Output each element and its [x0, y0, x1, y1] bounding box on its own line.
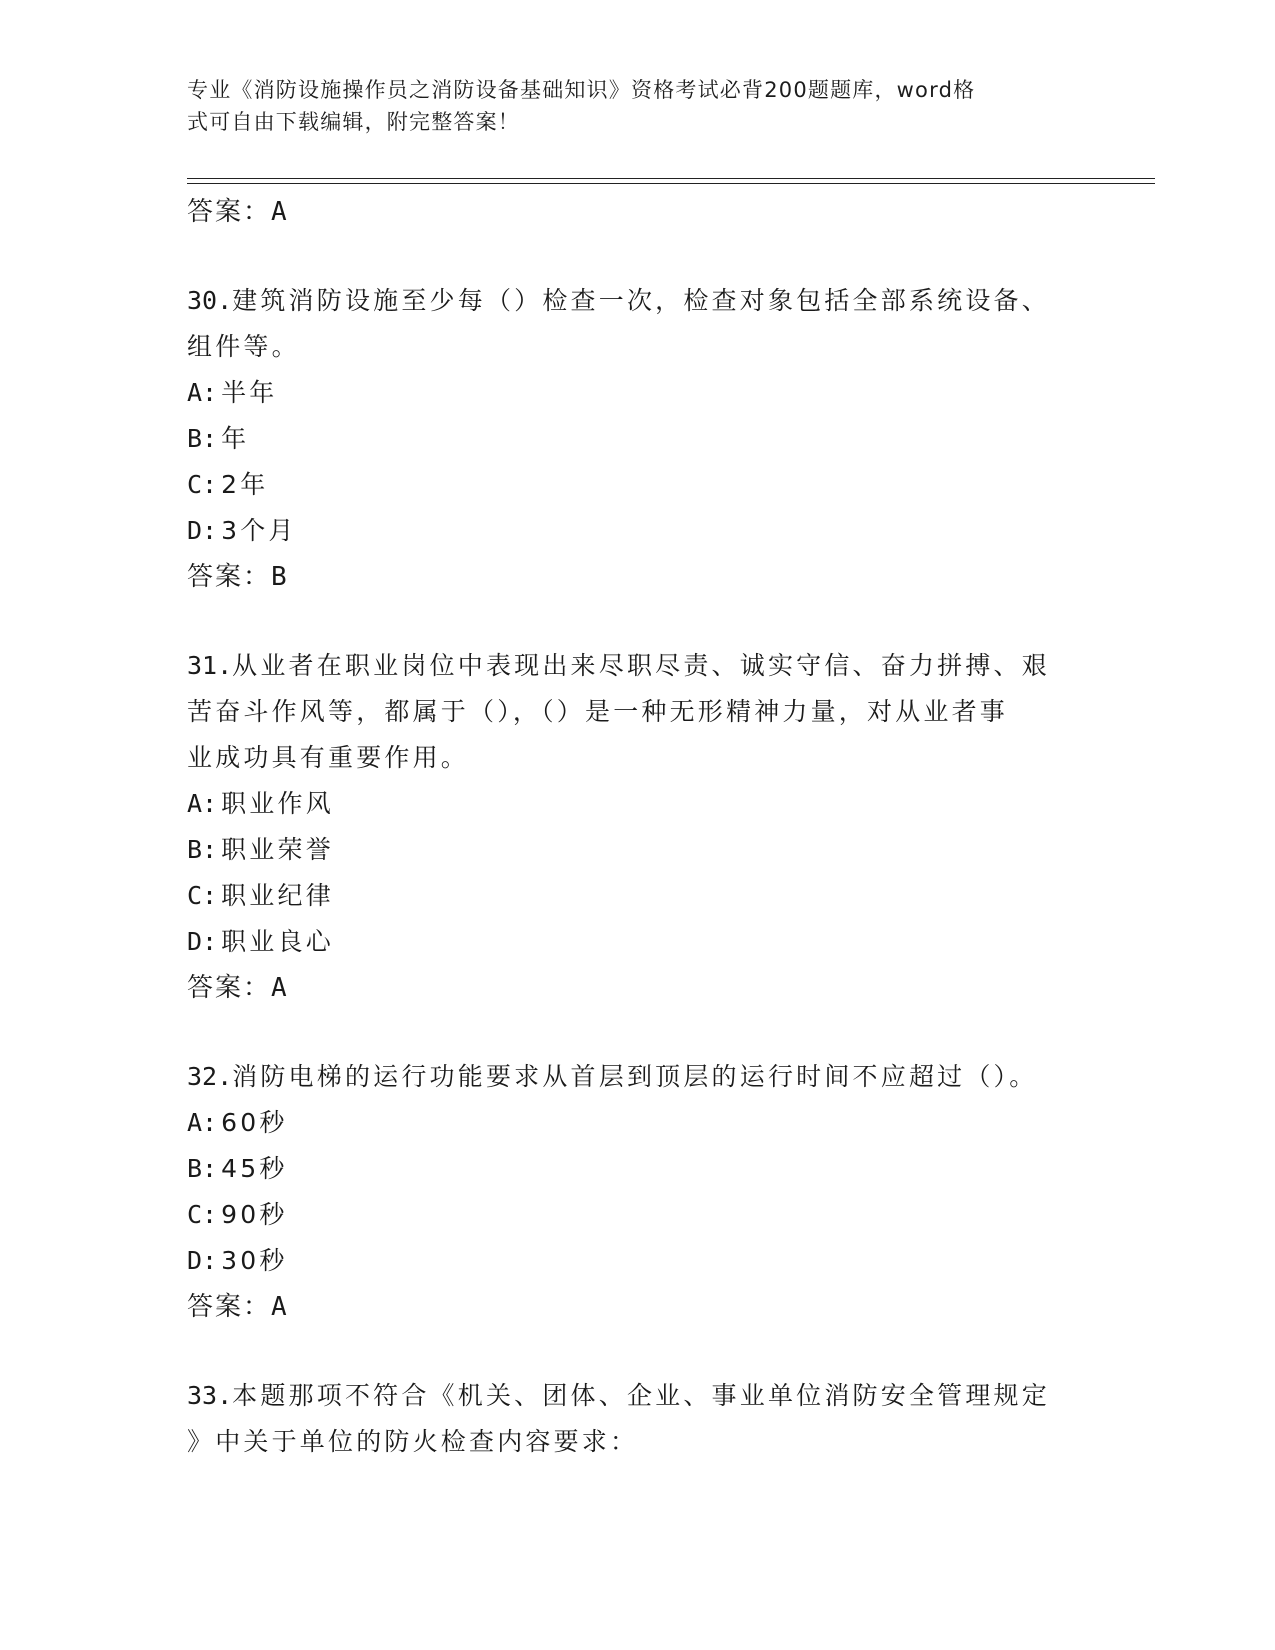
- option-text: 职业荣誉: [221, 835, 334, 864]
- answer-option: [187, 462, 1087, 508]
- question-block: [187, 643, 1087, 1011]
- answer-value: A: [271, 1292, 288, 1322]
- question-text: 》中关于单位的防火检查内容要求：: [187, 1427, 639, 1456]
- option-letter: D:: [187, 1246, 218, 1275]
- question-text: 建筑消防设施至少每（）检查一次，检查对象包括全部系统设备、: [232, 286, 1050, 315]
- question-number: 31.: [187, 651, 233, 680]
- question-block: [187, 1373, 1087, 1465]
- answer-label: 答案：: [187, 562, 272, 592]
- header-rule-top: [187, 178, 1155, 179]
- answer-option: [187, 781, 1087, 827]
- question-text: 消防电梯的运行功能要求从首层到顶层的运行时间不应超过（）。: [232, 1062, 1038, 1091]
- document-header: [187, 74, 1077, 138]
- header-line-1: 专业《消防设施操作员之消防设备基础知识》资格考试必背200题题库，word格: [187, 78, 976, 102]
- header-line-2: 式可自由下载编辑，附完整答案！: [187, 110, 520, 134]
- question-number: 33.: [187, 1381, 233, 1410]
- option-text: 职业纪律: [221, 881, 334, 910]
- option-letter: C:: [187, 881, 218, 910]
- option-text: 年: [221, 424, 250, 453]
- question-text: 本题那项不符合《机关、团体、企业、事业单位消防安全管理规定: [232, 1381, 1050, 1410]
- question-list: [187, 189, 1087, 1465]
- answer-value: A: [271, 197, 288, 227]
- answer-option: [187, 827, 1087, 873]
- question-stem: [187, 643, 1087, 781]
- answer-option: [187, 370, 1087, 416]
- option-letter: C:: [187, 470, 218, 499]
- option-text: 60秒: [221, 1108, 288, 1137]
- answer-value: A: [271, 973, 288, 1003]
- question-number: 32.: [187, 1062, 233, 1091]
- option-letter: D:: [187, 927, 218, 956]
- answer-option: [187, 1146, 1087, 1192]
- questions-container: [187, 278, 1087, 1465]
- option-text: 45秒: [221, 1154, 288, 1183]
- option-text: 2年: [221, 470, 269, 499]
- answer-option: [187, 416, 1087, 462]
- option-text: 30秒: [221, 1246, 288, 1275]
- question-stem: [187, 1373, 1087, 1465]
- question-block: [187, 1054, 1087, 1330]
- option-letter: B:: [187, 835, 218, 864]
- answer-line: [187, 189, 1087, 235]
- option-letter: A:: [187, 789, 218, 818]
- question-number: 30.: [187, 286, 233, 315]
- option-letter: B:: [187, 424, 218, 453]
- answer-option: [187, 508, 1087, 554]
- question-text: 业成功具有重要作用。: [187, 743, 470, 772]
- question-stem: [187, 1054, 1087, 1100]
- question-text: 组件等。: [187, 332, 300, 361]
- answer-line: [187, 554, 1087, 600]
- answer-label: 答案：: [187, 1292, 272, 1322]
- question-block: [187, 278, 1087, 600]
- answer-line: [187, 965, 1087, 1011]
- answer-option: [187, 1238, 1087, 1284]
- question-stem-line: [187, 1419, 1087, 1465]
- option-letter: A:: [187, 378, 218, 407]
- answer-option: [187, 1100, 1087, 1146]
- question-stem-line: [187, 1373, 1087, 1419]
- header-rule-bottom: [187, 183, 1155, 184]
- question-stem-line: [187, 643, 1087, 689]
- answer-label: 答案：: [187, 973, 272, 1003]
- answer-label: 答案：: [187, 197, 272, 227]
- question-stem-line: [187, 735, 1087, 781]
- question-stem-line: [187, 689, 1087, 735]
- option-letter: B:: [187, 1154, 218, 1183]
- answer-value: B: [271, 562, 288, 592]
- question-text: 从业者在职业岗位中表现出来尽职尽责、诚实守信、奋力拼搏、艰: [232, 651, 1050, 680]
- answer-line: [187, 1284, 1087, 1330]
- question-stem: [187, 278, 1087, 370]
- answer-option: [187, 873, 1087, 919]
- option-text: 职业良心: [221, 927, 334, 956]
- option-text: 半年: [221, 378, 278, 407]
- answer-option: [187, 919, 1087, 965]
- option-letter: D:: [187, 516, 218, 545]
- question-stem-line: [187, 278, 1087, 324]
- option-text: 90秒: [221, 1200, 288, 1229]
- option-letter: A:: [187, 1108, 218, 1137]
- question-stem-line: [187, 324, 1087, 370]
- question-text: 苦奋斗作风等，都属于（），（）是一种无形精神力量，对从业者事: [187, 697, 1009, 726]
- answer-option: [187, 1192, 1087, 1238]
- option-text: 3个月: [221, 516, 297, 545]
- question-stem-line: [187, 1054, 1087, 1100]
- option-letter: C:: [187, 1200, 218, 1229]
- option-text: 职业作风: [221, 789, 334, 818]
